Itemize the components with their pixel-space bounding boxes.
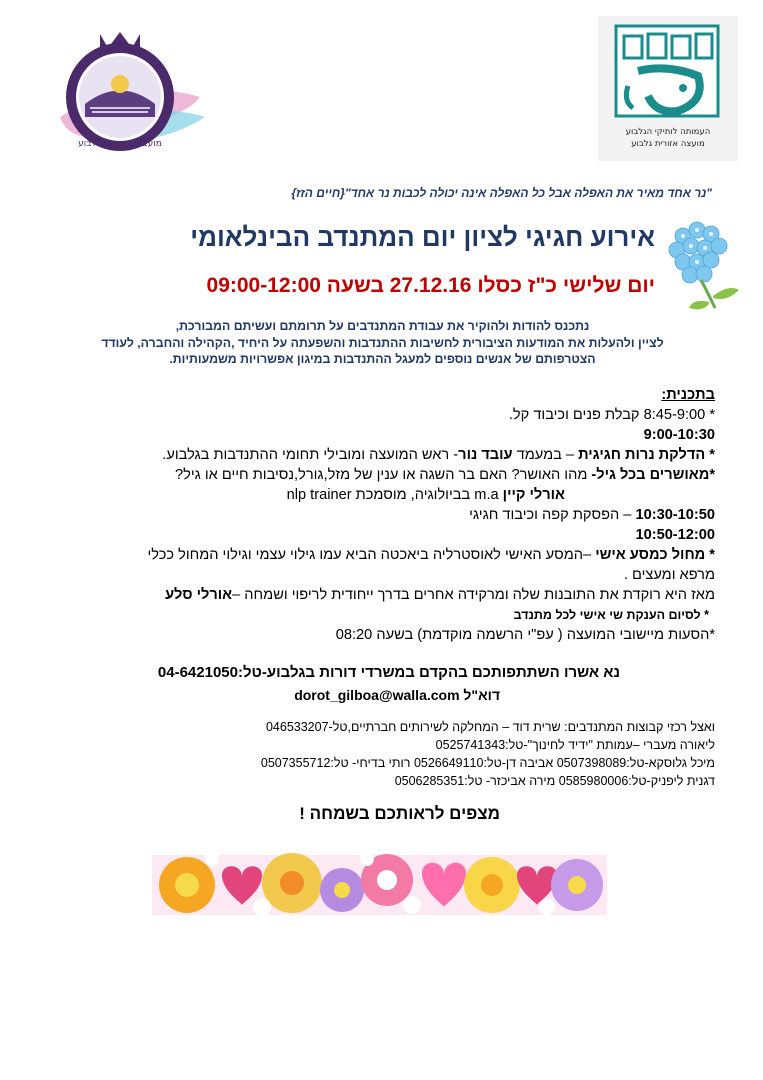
program-line: * 8:45-9:00 קבלת פנים וכיבוד קל. — [508, 407, 715, 423]
closing-line: מצפים לראותכם בשמחה ! — [299, 804, 500, 823]
coordinators-list — [150, 718, 715, 790]
svg-text:העמותה לותיקי הגלבוע: העמותה לותיקי הגלבוע — [625, 127, 711, 137]
regional-council-seal-logo — [40, 22, 210, 160]
event-date-line: יום שלישי כ"ז כסלו 27.12.16 בשעה 09:00-12:00 — [206, 274, 655, 297]
program-line: * לסיום הענקת שי אישי לכל מתנדב — [513, 608, 709, 622]
program-line: מאז היא רוקדת את התובנות שלה ומרקידה אחרים בדרך ייחודית לריפוי ושמחה –אורלי סלע — [165, 587, 715, 603]
program-heading: בתכנית: — [661, 387, 715, 403]
program-line: * הדלקת נרות חגיגית – במעמד עובד נור- ראש המועצה ומובילי תחומי ההתנדבות בגלבוע. — [162, 447, 715, 463]
program-line: 10:30-10:50 – הפסקת קפה וכיבוד חגיגי — [469, 507, 715, 523]
intro-line: נתכנס להודות ולהוקיר את עבודת המתנדבים על תרומתם ועשיתם המבורכת, — [175, 319, 590, 333]
flower-heart-border-image — [152, 845, 607, 923]
rsvp-email: דוא"ל dorot_gilboa@walla.com — [294, 687, 500, 703]
intro-paragraph — [30, 318, 735, 368]
page-title: אירוע חגיגי לציון יום המתנדב הבינלאומי — [190, 222, 655, 252]
coordinator-line: ליאורה מעברי –עמותת "ידיד לחינוך"-טל:0525741343 — [435, 738, 715, 752]
program-line: אורלי קיין m.a בביולוגיה, מוסמכת nlp trainer — [286, 487, 565, 503]
program-time: 9:00-10:30 — [643, 427, 715, 443]
program-line: מרפא ומעצים . — [623, 567, 715, 583]
intro-line: לציין ולהעלות את המודעות הציבורית לחשיבות ההתנדבות והשפעתה על היחיד ,הקהילה והחברה, לעודד — [101, 335, 664, 350]
program-section — [40, 385, 715, 645]
coordinator-line: דגנית ליפניק-טל:0585980006 מירה אביכזר- טל:0506285351 — [394, 774, 715, 788]
hydrangea-flower-image — [663, 218, 745, 313]
intro-line: הצטרפותם של אנשים נוספים למעגל ההתנדבות במיגון אפשרויות משמעותיות. — [169, 352, 596, 366]
opening-quote: "נר אחד מאיר את האפלה אבל כל האפלה אינה יכולה לכבות נר אחד"{חיים הזז} — [291, 186, 712, 200]
program-time: 10:50-12:00 — [635, 527, 715, 543]
svg-text:מועצה אזורית הגלבוע: מועצה אזורית הגלבוע — [78, 139, 162, 149]
coordinator-line: ואצל רכזי קבוצות המתנדבים: שרית דוד – המחלקה לשירותים חברתיים,טל-046533207 — [265, 720, 715, 734]
svg-text:מועצה אזורית גלבוע: מועצה אזורית גלבוע — [631, 139, 705, 149]
program-line: * מחול כמסע אישי –המסע האישי לאוסטרליה ביאכטה הביא עמו גילוי עצמי וגילוי המחול ככלי — [147, 547, 715, 563]
program-line: *מאושרים בכל גיל- מהו האושר? האם בר השגה או ענין של מזל,גורל,נסיבות חיים או גיל? — [174, 467, 715, 483]
coordinator-line: מיכל גלוסקא-טל:0507398089 אביבה דן-טל:0526649110 רותי בדיחי- טל:0507355712 — [260, 756, 715, 770]
gilboa-seniors-logo — [598, 16, 738, 161]
program-line: *הסעות מיישובי המועצה ( עפ"י הרשמה מוקדמת) בשעה 08:20 — [335, 627, 715, 643]
rsvp-line: נא אשרו השתתפותכם בהקדם במשרדי דורות בגלבוע-טל:04-6421050 — [157, 664, 620, 681]
